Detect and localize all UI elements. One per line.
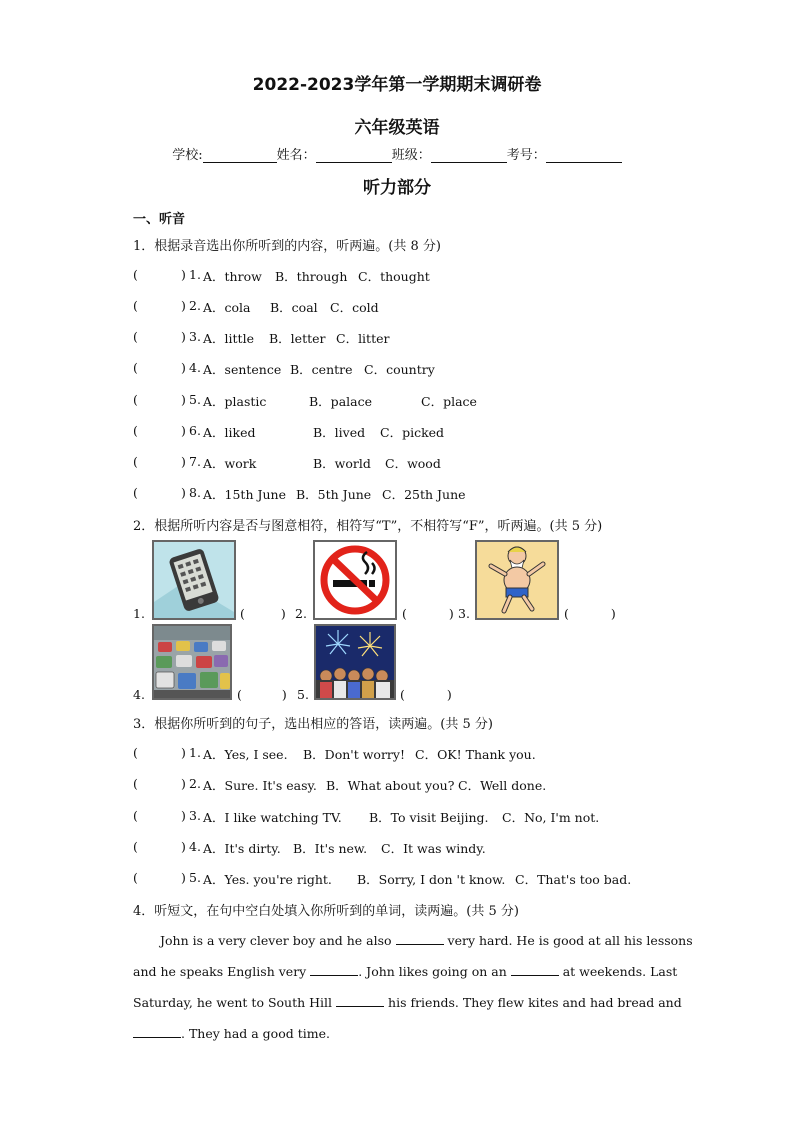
exam-no-label: 考号： — [506, 148, 546, 163]
answer-paren-open: ( — [133, 267, 138, 282]
q4-paragraph-line-1: John is a very clever boy and he also very hard. He is good at all his lessons — [160, 933, 693, 948]
answer-paren-close: ) — [181, 267, 186, 282]
option-b[interactable]: B．world — [313, 456, 371, 471]
answer-paren-close: ) — [181, 808, 186, 823]
answer-paren-close: ) — [181, 423, 186, 438]
question-row — [133, 870, 673, 886]
q2-label-1: 1. — [133, 606, 145, 621]
answer-paren-open: ( — [133, 839, 138, 854]
school-label: 学校: — [172, 148, 203, 163]
option-c[interactable]: C．litter — [336, 331, 390, 346]
q3-instruction: 3．根据你所听到的句子，选出相应的答语，读两遍。(共 5 分) — [133, 717, 493, 732]
question-row — [133, 485, 673, 501]
q4-blank-5[interactable] — [133, 1025, 181, 1038]
option-b[interactable]: B．Sorry, I don 't know. — [357, 872, 506, 887]
question-number: 6. — [189, 423, 201, 438]
question-row — [133, 839, 673, 855]
option-c[interactable]: C．Well done. — [458, 778, 547, 793]
option-a[interactable]: A．cola — [203, 300, 251, 315]
option-c[interactable]: C．25th June — [382, 487, 466, 502]
option-a[interactable]: A．plastic — [203, 394, 267, 409]
option-c[interactable]: C．cold — [330, 300, 379, 315]
question-row — [133, 808, 673, 824]
question-row — [133, 329, 673, 345]
answer-paren-open: ( — [133, 745, 138, 760]
option-a[interactable]: A．little — [203, 331, 254, 346]
question-number: 4. — [189, 839, 201, 854]
q2-label-4: 4. — [133, 687, 145, 702]
option-b[interactable]: B．through — [275, 269, 348, 284]
q2-label-2: 2. — [295, 606, 307, 621]
answer-paren-close: ) — [181, 360, 186, 375]
q2-answer-4[interactable]: ( ) — [237, 687, 287, 702]
exam-no-blank[interactable] — [546, 148, 622, 163]
option-a[interactable]: A．15th June — [203, 487, 286, 502]
answer-paren-open: ( — [133, 454, 138, 469]
answer-paren-close: ) — [181, 485, 186, 500]
question-row — [133, 298, 673, 314]
question-row — [133, 392, 673, 408]
option-b[interactable]: B．letter — [269, 331, 326, 346]
answer-paren-open: ( — [133, 392, 138, 407]
option-a[interactable]: A．Sure. It's easy. — [203, 778, 317, 793]
name-blank[interactable] — [316, 148, 392, 163]
option-b[interactable]: B．lived — [313, 425, 366, 440]
section-heading: 一、听音 — [133, 212, 186, 227]
exam-title: 2022-2023学年第一学期期末调研卷 — [252, 75, 542, 95]
question-number: 1. — [189, 745, 201, 760]
option-a[interactable]: A．Yes, I see. — [203, 747, 288, 762]
option-a[interactable]: A．throw — [203, 269, 262, 284]
option-c[interactable]: C．It was windy. — [381, 841, 486, 856]
q4-blank-3[interactable] — [511, 963, 559, 976]
name-label: 姓名： — [276, 148, 316, 163]
answer-paren-open: ( — [133, 870, 138, 885]
man-at-beach-picture — [475, 540, 559, 620]
q4-blank-1[interactable] — [396, 932, 444, 945]
q2-answer-2[interactable]: ( ) — [402, 606, 454, 621]
q4-paragraph-line-4: . They had a good time. — [133, 1025, 653, 1041]
student-info-line — [0, 144, 794, 163]
class-label: 班级： — [391, 148, 431, 163]
option-b[interactable]: B．coal — [270, 300, 318, 315]
q4-blank-2[interactable] — [310, 963, 358, 976]
option-c[interactable]: C．place — [421, 394, 477, 409]
q4-blank-4[interactable] — [336, 994, 384, 1007]
question-row — [133, 423, 673, 439]
q1-instruction: 1．根据录音选出你所听到的内容，听两遍。(共 8 分) — [133, 239, 441, 254]
question-number: 3. — [189, 329, 201, 344]
option-c[interactable]: C．That's too bad. — [515, 872, 632, 887]
option-a[interactable]: A．sentence — [203, 362, 282, 377]
answer-paren-close: ) — [181, 392, 186, 407]
option-a[interactable]: A．Yes. you're right. — [203, 872, 332, 887]
option-b[interactable]: B．5th June — [296, 487, 372, 502]
q2-answer-5[interactable]: ( ) — [400, 687, 452, 702]
no-smoking-sign-picture — [313, 540, 397, 620]
q2-answer-1[interactable]: ( ) — [240, 606, 286, 621]
answer-paren-close: ) — [181, 298, 186, 313]
option-c[interactable]: C．country — [364, 362, 435, 377]
option-a[interactable]: A．It's dirty. — [203, 841, 281, 856]
listening-part-title: 听力部分 — [363, 178, 431, 198]
answer-paren-open: ( — [133, 423, 138, 438]
exam-subtitle: 六年级英语 — [354, 118, 440, 138]
answer-paren-close: ) — [181, 839, 186, 854]
answer-paren-close: ) — [181, 870, 186, 885]
question-number: 2. — [189, 298, 201, 313]
q4-instruction: 4．听短文，在句中空白处填入你所听到的单词，读两遍。(共 5 分) — [133, 904, 519, 919]
question-number: 5. — [189, 870, 201, 885]
question-number: 3. — [189, 808, 201, 823]
option-b[interactable]: B．Don't worry! — [303, 747, 405, 762]
q4-paragraph-line-2: and he speaks English very . John likes going on an at weekends. Last — [133, 964, 678, 979]
question-row — [133, 267, 673, 283]
option-b[interactable]: B．What about you? — [326, 778, 455, 793]
answer-paren-open: ( — [133, 485, 138, 500]
question-number: 4. — [189, 360, 201, 375]
option-b[interactable]: B．It's new. — [293, 841, 368, 856]
option-b[interactable]: B．centre — [290, 362, 353, 377]
school-blank[interactable] — [203, 148, 277, 163]
q2-label-5: 5. — [297, 687, 309, 702]
traffic-jam-picture — [152, 624, 232, 700]
mobile-phone-picture — [152, 540, 236, 620]
question-number: 2. — [189, 776, 201, 791]
answer-paren-open: ( — [133, 808, 138, 823]
answer-paren-close: ) — [181, 454, 186, 469]
class-blank[interactable] — [431, 148, 507, 163]
question-number: 5. — [189, 392, 201, 407]
option-b[interactable]: B．palace — [309, 394, 372, 409]
answer-paren-close: ) — [181, 776, 186, 791]
question-row — [133, 776, 673, 792]
question-row — [133, 745, 673, 761]
option-c[interactable]: C．thought — [358, 269, 430, 284]
option-a[interactable]: A．liked — [203, 425, 256, 440]
option-c[interactable]: C．wood — [385, 456, 441, 471]
q4-paragraph-line-3: Saturday, he went to South Hill his friends. They flew kites and had bread and — [133, 995, 682, 1010]
option-a[interactable]: A．I like watching TV. — [203, 810, 342, 825]
option-b[interactable]: B．To visit Beijing. — [369, 810, 489, 825]
answer-paren-open: ( — [133, 360, 138, 375]
q2-answer-3[interactable]: ( ) — [564, 606, 616, 621]
fireworks-crowd-picture — [314, 624, 396, 700]
q2-label-3: 3. — [458, 606, 470, 621]
answer-paren-open: ( — [133, 776, 138, 791]
question-number: 1. — [189, 267, 201, 282]
answer-paren-open: ( — [133, 329, 138, 344]
option-c[interactable]: C．picked — [380, 425, 445, 440]
question-row — [133, 454, 673, 470]
answer-paren-close: ) — [181, 329, 186, 344]
answer-paren-open: ( — [133, 298, 138, 313]
question-number: 8. — [189, 485, 201, 500]
option-a[interactable]: A．work — [203, 456, 257, 471]
option-c[interactable]: C．OK! Thank you. — [415, 747, 536, 762]
answer-paren-close: ) — [181, 745, 186, 760]
question-row — [133, 360, 673, 376]
option-c[interactable]: C．No, I'm not. — [502, 810, 600, 825]
question-number: 7. — [189, 454, 201, 469]
q2-instruction: 2．根据所听内容是否与图意相符，相符写“T”，不相符写“F”，听两遍。(共 5 分) — [133, 519, 603, 534]
